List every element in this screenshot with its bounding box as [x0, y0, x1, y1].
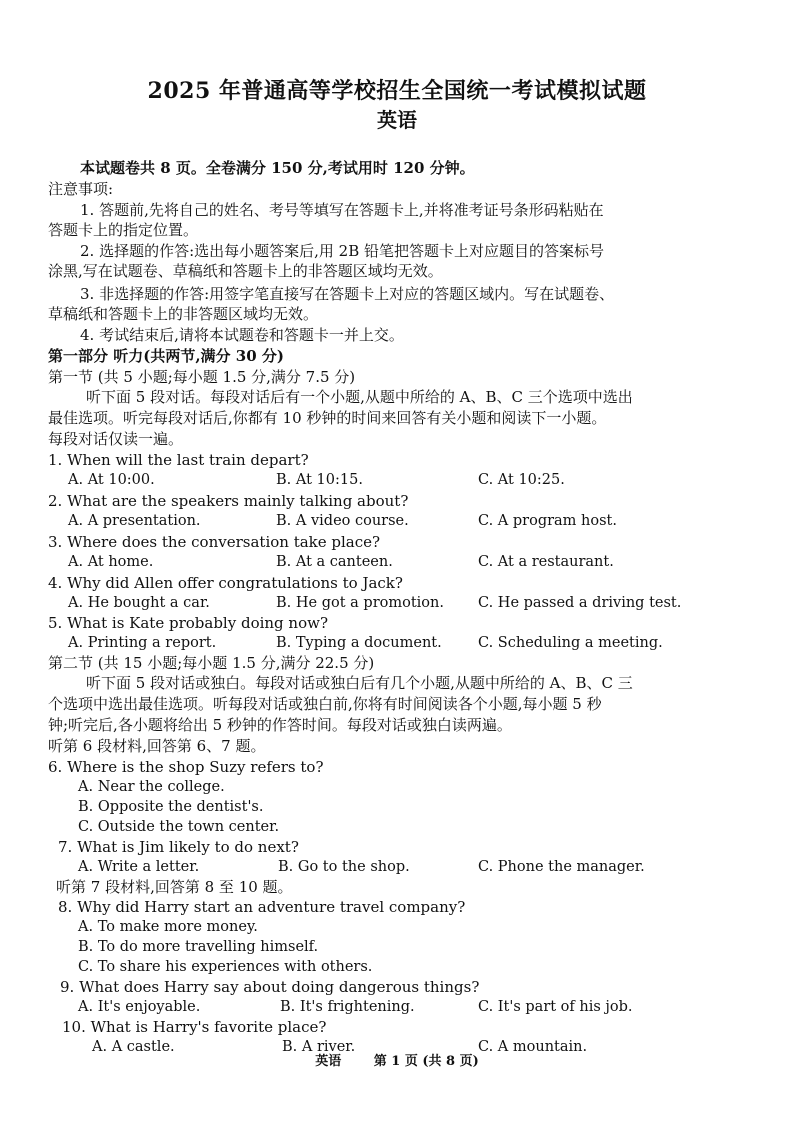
material-6-heading: 听第 6 段材料,回答第 6、7 题。: [48, 737, 266, 755]
footer-page-number: 第 1 页 (共 8 页): [373, 1054, 479, 1069]
option-a: A. At home.: [68, 554, 154, 570]
section2-instruction: 个选项中选出最佳选项。听每段对话或独白前,你将有时间阅读各个小题,每小题 5 秒: [48, 695, 602, 713]
option-b: B. Go to the shop.: [278, 859, 410, 875]
option-c: C. A mountain.: [478, 1039, 588, 1055]
option-c: C. Phone the manager.: [478, 859, 645, 875]
notice-line: 草稿纸和答题卡上的非答题区域均无效。: [48, 305, 319, 323]
question-text: 7. What is Jim likely to do next?: [58, 838, 299, 856]
option-a: A. Printing a report.: [68, 635, 217, 651]
option-c: C. Scheduling a meeting.: [478, 635, 663, 651]
option-c: C. At 10:25.: [478, 472, 565, 488]
exam-subject: 英语: [377, 108, 417, 132]
notice-heading: 注意事项:: [48, 180, 114, 198]
question-text: 3. Where does the conversation take place?: [48, 533, 381, 551]
option-a: A. A castle.: [92, 1039, 175, 1055]
option-b: B. It's frightening.: [280, 999, 415, 1015]
option-b: B. At 10:15.: [276, 472, 363, 488]
question-text: 8. Why did Harry start an adventure travel company?: [58, 898, 466, 916]
notice-line: 3. 非选择题的作答:用签字笔直接写在答题卡上对应的答题区域内。写在试题卷、: [80, 285, 615, 303]
option-a: A. A presentation.: [68, 513, 201, 529]
exam-title: 2025 年普通高等学校招生全国统一考试模拟试题: [147, 78, 647, 104]
section2-instruction: 听下面 5 段对话或独白。每段对话或独白后有几个小题,从题中所给的 A、B、C 三: [86, 674, 633, 692]
option-a: A. Near the college.: [78, 779, 225, 795]
option-b: B. Opposite the dentist's.: [78, 799, 264, 815]
section1-instruction: 听下面 5 段对话。每段对话后有一个小题,从题中所给的 A、B、C 三个选项中选出: [86, 388, 633, 406]
part1-heading: 第一部分 听力(共两节,满分 30 分): [48, 347, 284, 365]
option-c: C. A program host.: [478, 513, 617, 529]
notice-line: 答题卡上的指定位置。: [48, 221, 199, 239]
option-c: C. It's part of his job.: [478, 999, 633, 1015]
page-footer: [0, 1050, 794, 1069]
section2-heading: 第二节 (共 15 小题;每小题 1.5 分,满分 22.5 分): [48, 654, 375, 672]
option-c: C. He passed a driving test.: [478, 595, 682, 611]
option-b: B. To do more travelling himself.: [78, 939, 319, 955]
option-a: A. Write a letter.: [78, 859, 200, 875]
option-c: C. To share his experiences with others.: [78, 959, 373, 975]
option-b: B. A river.: [282, 1039, 356, 1055]
notice-line: 2. 选择题的作答:选出每小题答案后,用 2B 铅笔把答题卡上对应题目的答案标号: [80, 242, 605, 260]
exam-intro: 本试题卷共 8 页。全卷满分 150 分,考试用时 120 分钟。: [80, 159, 475, 177]
notice-line: 4. 考试结束后,请将本试题卷和答题卡一并上交。: [80, 326, 404, 344]
notice-line: 1. 答题前,先将自己的姓名、考号等填写在答题卡上,并将准考证号条形码粘贴在: [80, 201, 604, 219]
option-b: B. Typing a document.: [276, 635, 442, 651]
section1-instruction: 每段对话仅读一遍。: [48, 430, 184, 448]
question-text: 9. What does Harry say about doing dangerous things?: [60, 978, 480, 996]
option-a: A. At 10:00.: [68, 472, 155, 488]
option-b: B. A video course.: [276, 513, 409, 529]
question-text: 6. Where is the shop Suzy refers to?: [48, 758, 324, 776]
question-text: 10. What is Harry's favorite place?: [62, 1018, 327, 1036]
option-a: A. It's enjoyable.: [78, 999, 201, 1015]
section1-heading: 第一节 (共 5 小题;每小题 1.5 分,满分 7.5 分): [48, 368, 356, 386]
option-b: B. He got a promotion.: [276, 595, 444, 611]
option-b: B. At a canteen.: [276, 554, 393, 570]
question-text: 2. What are the speakers mainly talking about?: [48, 492, 409, 510]
option-a: A. He bought a car.: [68, 595, 210, 611]
notice-line: 涂黑,写在试题卷、草稿纸和答题卡上的非答题区域均无效。: [48, 262, 443, 280]
section1-instruction: 最佳选项。听完每段对话后,你都有 10 秒钟的时间来回答有关小题和阅读下一小题。: [48, 409, 607, 427]
option-c: C. Outside the town center.: [78, 819, 280, 835]
option-c: C. At a restaurant.: [478, 554, 614, 570]
material-7-heading: 听第 7 段材料,回答第 8 至 10 题。: [56, 878, 293, 896]
question-text: 5. What is Kate probably doing now?: [48, 614, 329, 632]
section2-instruction: 钟;听完后,各小题将给出 5 秒钟的作答时间。每段对话或独白读两遍。: [48, 716, 512, 734]
question-text: 1. When will the last train depart?: [48, 451, 309, 469]
footer-subject: 英语: [315, 1054, 342, 1069]
option-a: A. To make more money.: [78, 919, 258, 935]
question-text: 4. Why did Allen offer congratulations to Jack?: [48, 574, 403, 592]
